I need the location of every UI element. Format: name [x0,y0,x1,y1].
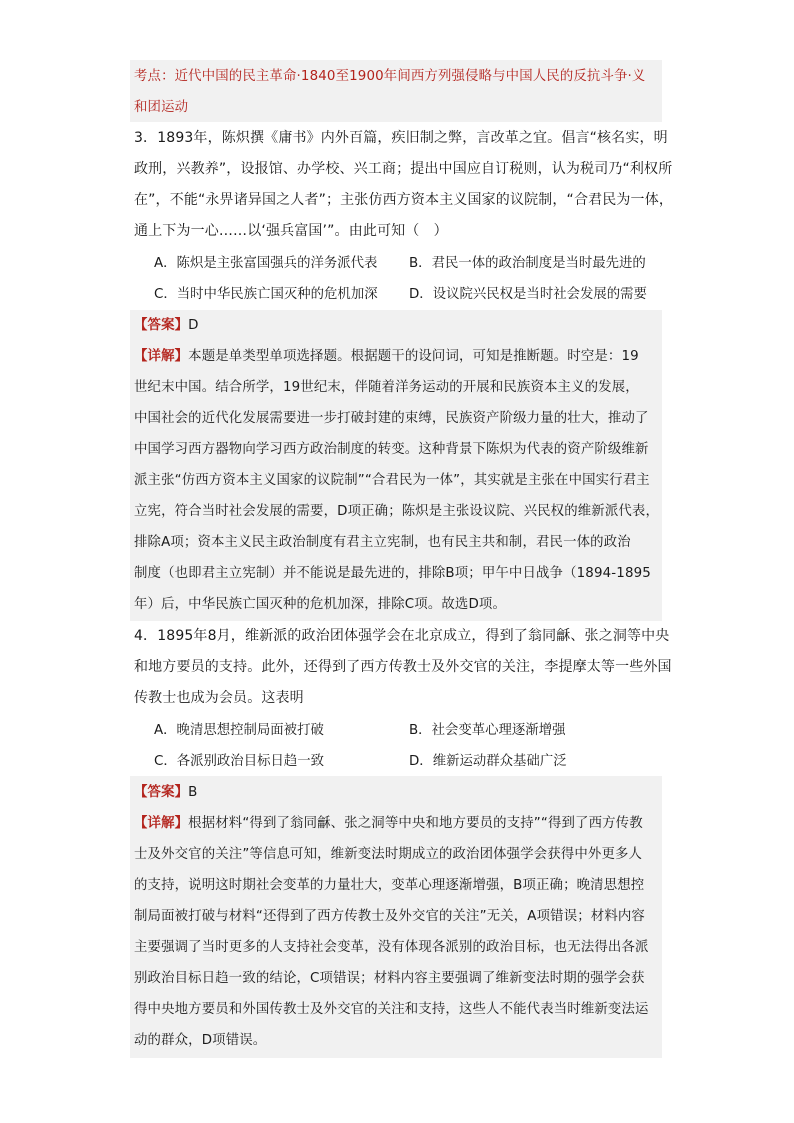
q3-answer [134,310,662,341]
q4-detail-line-6: 别政治目标日趋一致的结论，C项错误；材料内容主要强调了维新变法时期的强学会获 [134,971,645,986]
q4-detail-line-8: 动的群众，D项错误。 [134,1033,267,1048]
q3-detail-line-3: 中国社会的近代化发展需要进一步打破封建的束缚，民族资产阶级力量的壮大，推动了 [134,411,649,426]
q3-stem-line-1: 3．1893年，陈炽撰《庸书》内外百篇，疾旧制之弊，言改革之宜。倡言“核名实，明 [134,130,668,146]
kaodian-line-2: 和团运动 [134,100,189,115]
q3-option-d: D．设议院兴民权是当时社会发展的需要 [409,287,647,302]
q3-option-c: C．当时中华民族亡国灭种的危机加深 [154,287,378,302]
q4-stem-line-1: 4．1895年8月，维新派的政治团体强学会在北京成立，得到了翁同龢、张之洞等中央 [134,628,670,644]
q4-detail-line-4: 制局面被打破与材料“还得到了西方传教士及外交官的关注”无关，A项错误；材料内容 [134,909,645,924]
q3-detail-line-9: 年）后，中华民族亡国灭种的危机加深，排除C项。故选D项。 [134,597,507,612]
q3-detail-line-1 [134,341,662,372]
q4-detail-line-3: 的支持，说明这时期社会变革的力量壮大，变革心理逐渐增强，B项正确；晚清思想控 [134,878,645,893]
q4-answer-tag: 【答案】 [134,785,189,800]
kaodian-line-1: 考点：近代中国的民主革命·1840至1900年间西方列强侵略与中国人民的反抗斗争·义 [134,69,646,84]
q4-answer [134,777,662,808]
q4-option-b: B．社会变革心理逐渐增强 [409,723,566,738]
q4-option-d: D．维新运动群众基础广泛 [409,754,567,769]
q4-detail-tag: 【详解】 [134,816,189,831]
q3-detail-line-2: 世纪末中国。结合所学，19世纪末，伴随着洋务运动的开展和民族资本主义的发展， [134,380,639,395]
q3-answer-tag: 【答案】 [134,318,189,333]
q4-detail-line-2: 士及外交官的关注”等信息可知，维新变法时期成立的政治团体强学会获得中外更多人 [134,847,643,862]
q4-option-c: C．各派别政治目标日趋一致 [154,754,325,769]
q3-option-a: A．陈炽是主张富国强兵的洋务派代表 [154,256,378,271]
q3-detail-line-4: 中国学习西方器物向学习西方政治制度的转变。这种背景下陈炽为代表的资产阶级维新 [134,442,649,457]
q4-option-a: A．晚清思想控制局面被打破 [154,723,324,738]
q4-detail-line-7: 得中央地方要员和外国传教士及外交官的关注和支持，这些人不能代表当时维新变法运 [134,1002,649,1017]
q3-detail-line-7: 排除A项；资本主义民主政治制度有君主立宪制，也有民主共和制，君民一体的政治 [134,535,631,550]
q3-stem-line-2: 政刑，兴教养”，设报馆、办学校、兴工商；提出中国应自订税则，认为税司乃“利权所 [134,161,673,177]
q3-stem-line-4: 通上下为一心……以‘强兵富国’”。由此可知（ ） [134,223,448,239]
q3-detail-line-8: 制度（也即君主立宪制）并不能说是最先进的，排除B项；甲午中日战争（1894-1895 [134,566,651,581]
q3-detail-line-5: 派主张“仿西方资本主义国家的议院制”“合君民为一体”，其实就是主张在中国实行君主 [134,473,650,488]
q3-stem-line-3: 在”，不能“永畀诸异国之人者”；主张仿西方资本主义国家的议院制，“合君民为一体， [134,192,674,208]
q3-detail-line-6: 立宪，符合当时社会发展的需要，D项正确；陈炽是主张设议院、兴民权的维新派代表， [134,504,660,519]
q4-stem-line-2: 和地方要员的支持。此外，还得到了西方传教士及外交官的关注，李提摩太等一些外国 [134,659,672,675]
q4-answer-value: B [188,785,198,800]
q4-detail-line-5: 主要强调了当时更多的人支持社会变革，没有体现各派别的政治目标，也无法得出各派 [134,940,649,955]
q3-detail-text-1: 本题是单类型单项选择题。根据题干的设问词，可知是推断题。时空是：19 [188,349,639,364]
q3-option-b: B．君民一体的政治制度是当时最先进的 [409,256,646,271]
q4-stem-line-3: 传教士也成为会员。这表明 [134,690,304,706]
q4-detail-text-1: 根据材料“得到了翁同龢、张之洞等中央和地方要员的支持”“得到了西方传教 [188,816,643,831]
q3-detail-tag: 【详解】 [134,349,189,364]
q3-answer-value: D [188,318,199,333]
q4-detail-line-1 [134,808,662,839]
